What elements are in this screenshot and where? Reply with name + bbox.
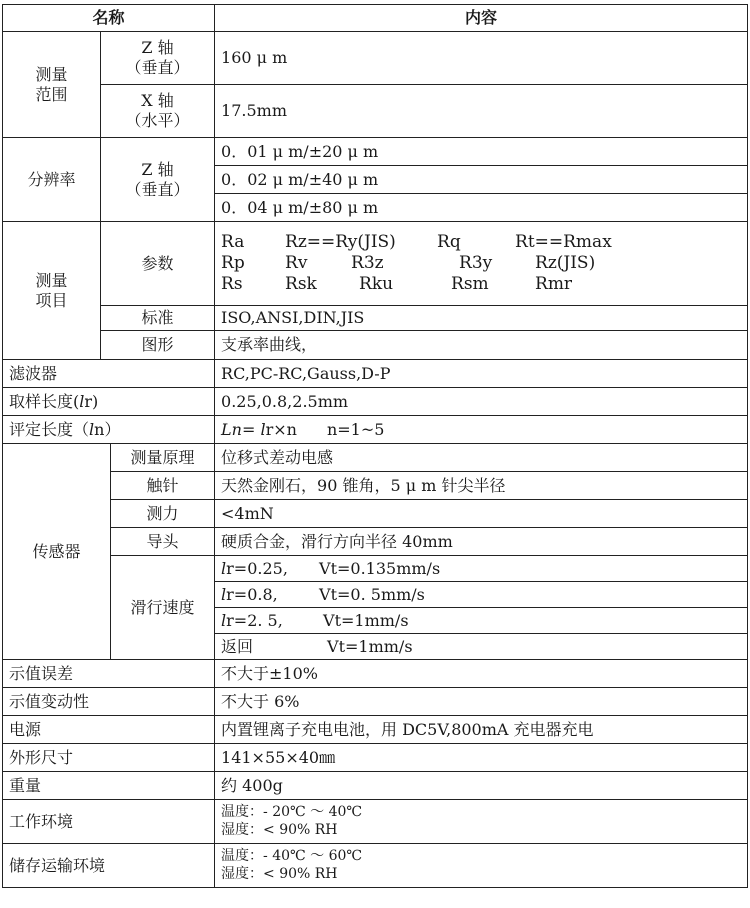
param: Rs [221,274,243,295]
param: Rz==Ry(JIS) [285,231,396,252]
param: R3y [459,252,493,273]
sensor-label: 传感器 [3,444,111,660]
resolution-label: 分辨率 [3,138,101,222]
sensor-guide-label: 导头 [111,528,215,556]
range-x-row [3,85,748,138]
range-z-row [3,32,748,85]
param: Rt==Rmax [515,231,612,252]
power-row [3,716,748,744]
filter-label: 滤波器 [3,360,215,388]
range-z-value: 160 μ m [215,32,748,85]
dimensions-row [3,744,748,772]
work-env-value [215,800,748,844]
param: Rq [437,231,461,252]
resolution-value-3: 0．04 μ m/±80 μ m [215,194,748,222]
param: Rmr [535,274,573,295]
resolution-row-1 [3,138,748,166]
items-params-row [3,222,748,306]
items-standard-row [3,306,748,331]
work-env-temp: 温度：- 20℃ ～ 40℃ [221,804,363,820]
sensor-force-label: 测力 [111,500,215,528]
items-standard-value: ISO,ANSI,DIN,JIS [215,306,748,331]
sensor-speed-label: 滑行速度 [111,556,215,660]
resolution-sub-label: Z 轴 （垂直） [101,138,215,222]
filter-row [3,360,748,388]
filter-value: RC,PC-RC,Gauss,D-P [215,360,748,388]
storage-env-humidity: 湿度：< 90% RH [221,865,338,882]
sampling-row [3,388,748,416]
header-name: 名称 [3,5,215,32]
variation-label: 示值变动性 [3,688,215,716]
items-graph-value: 支承率曲线， [215,331,748,360]
sensor-principle-value: 位移式差动电感 [215,444,748,472]
evaluation-value: Ln= lr×n n=1~5 [215,416,748,444]
weight-row [3,772,748,800]
variation-value: 不大于 6% [215,688,748,716]
weight-label: 重量 [3,772,215,800]
resolution-value-2: 0．02 μ m/±40 μ m [215,166,748,194]
resolution-value-1: 0．01 μ m/±20 μ m [215,138,748,166]
sampling-label: 取样长度(lr) [3,388,215,416]
power-label: 电源 [3,716,215,744]
sensor-speed-value-3: lr=2. 5, Vt=1mm/s [215,608,748,634]
params-line-3 [221,274,741,295]
header-content: 内容 [215,5,748,32]
param: Rv [285,252,308,273]
sensor-stylus-label: 触针 [111,472,215,500]
param: Rku [359,274,394,295]
work-env-label: 工作环境 [3,800,215,844]
sensor-stylus-value: 天然金刚石，90 锥角，5 μ m 针尖半径 [215,472,748,500]
sensor-stylus-row [3,472,748,500]
param: Rsk [285,274,317,295]
range-z-label: Z 轴 （垂直） [101,32,215,85]
range-x-label: X 轴 （水平） [101,85,215,138]
dimensions-value: 141×55×40㎜ [215,744,748,772]
param: Ra [221,231,245,252]
sensor-speed-value-4: 返回 Vt=1mm/s [215,634,748,660]
work-env-humidity: 湿度：< 90% RH [221,821,338,838]
storage-env-row [3,844,748,888]
storage-env-temp: 温度：- 40℃ ～ 60℃ [221,848,363,864]
range-label: 测量 范围 [3,32,101,138]
storage-env-label: 储存运输环境 [3,844,215,888]
items-params-label: 参数 [101,222,215,306]
evaluation-label: 评定长度（ln） [3,416,215,444]
param: R3z [351,252,384,273]
sensor-speed-row-1 [3,556,748,582]
items-graph-label: 图形 [101,331,215,360]
sensor-speed-value-2: lr=0.8, Vt=0. 5mm/s [215,582,748,608]
params-line-2 [221,253,741,274]
params-line-1 [221,232,741,253]
variation-row [3,688,748,716]
header-row [3,5,748,32]
sampling-value: 0.25,0.8,2.5mm [215,388,748,416]
param: Rp [221,252,245,273]
spec-table [2,4,748,888]
error-row [3,660,748,688]
param: Rsm [451,274,489,295]
items-label: 测量 项目 [3,222,101,360]
error-label: 示值误差 [3,660,215,688]
sensor-guide-row [3,528,748,556]
error-value: 不大于±10% [215,660,748,688]
items-params-value [215,222,748,306]
sensor-guide-value: 硬质合金，滑行方向半径 40mm [215,528,748,556]
items-graph-row [3,331,748,360]
param: Rz(JIS) [535,252,596,273]
storage-env-value [215,844,748,888]
sensor-force-value: <4mN [215,500,748,528]
dimensions-label: 外形尺寸 [3,744,215,772]
evaluation-row [3,416,748,444]
items-standard-label: 标准 [101,306,215,331]
sensor-principle-label: 测量原理 [111,444,215,472]
sensor-principle-row [3,444,748,472]
weight-value: 约 400g [215,772,748,800]
work-env-row [3,800,748,844]
sensor-force-row [3,500,748,528]
power-value: 内置锂离子充电电池，用 DC5V,800mA 充电器充电 [215,716,748,744]
sensor-speed-value-1: lr=0.25, Vt=0.135mm/s [215,556,748,582]
range-x-value: 17.5mm [215,85,748,138]
